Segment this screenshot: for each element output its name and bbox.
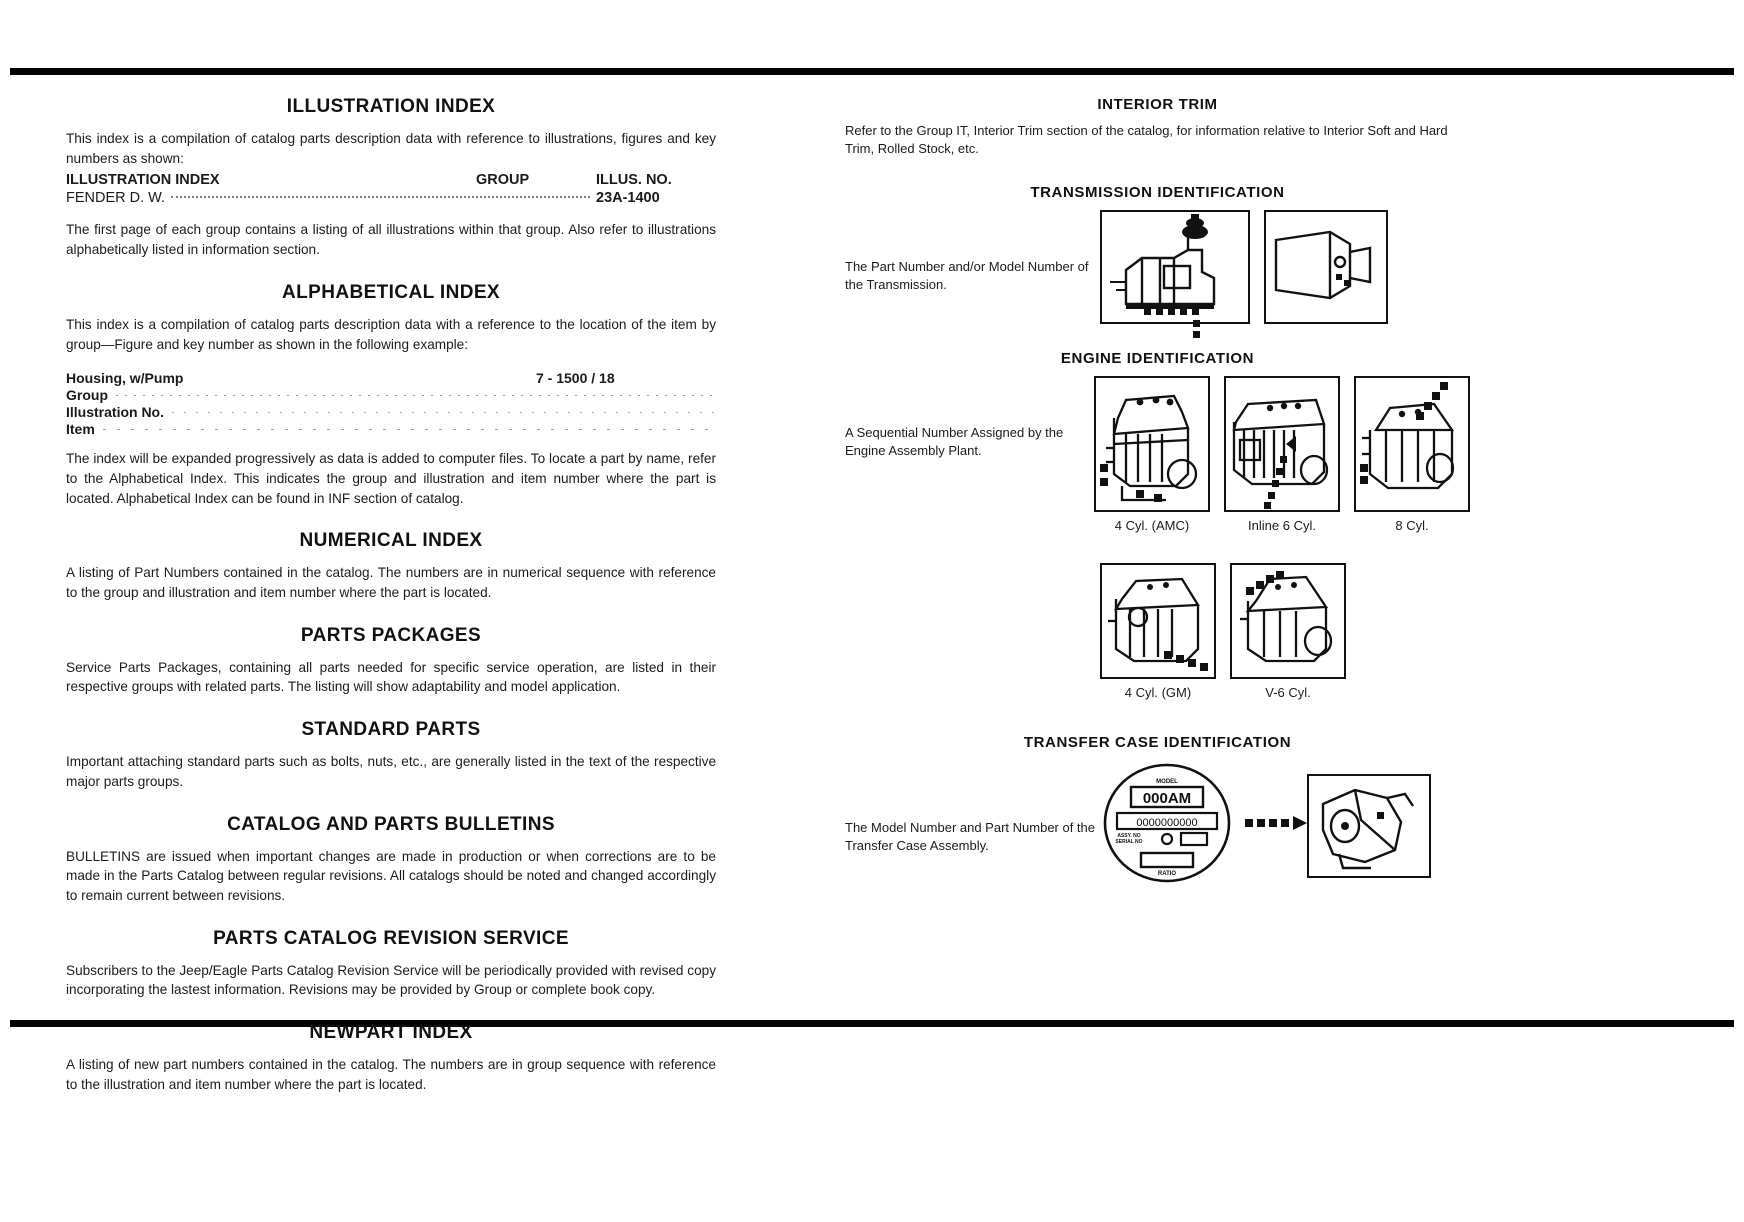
transfer-case-pointer: [1245, 808, 1307, 843]
engine-figure-inline6: [1224, 376, 1340, 533]
engine-row2-caption-2: V-6 Cyl.: [1265, 684, 1311, 700]
engine-figure-4cyl-gm: [1100, 563, 1216, 700]
section-heading: ALPHABETICAL INDEX: [282, 281, 500, 303]
section-newpart-index: [66, 1022, 716, 1094]
example-line-item: Item: [66, 421, 95, 438]
section-engine-identification: [845, 350, 1470, 700]
example-line-illustration: Illustration No.: [66, 404, 164, 421]
transmission-rear-drawing-icon: [1266, 212, 1386, 322]
engine-figure-v6: [1230, 563, 1346, 700]
engine-caption-3: 8 Cyl.: [1395, 517, 1429, 533]
engine-figure-8cyl: [1354, 376, 1470, 533]
transmission-note-cell: [845, 210, 1100, 294]
engine-caption-2: Inline 6 Cyl.: [1248, 517, 1316, 533]
leader-dots: [171, 196, 590, 198]
example-item-label: Housing, w/Pump: [66, 370, 184, 387]
section-heading: STANDARD PARTS: [301, 719, 481, 741]
tag-serial-value: 0000000000: [1136, 816, 1198, 829]
transfer-case-illustration: [1307, 774, 1431, 878]
tag-ratio-label: RATIO: [1157, 870, 1177, 877]
engine-inline6-drawing-icon: [1226, 378, 1338, 510]
engine-4cyl-amc-drawing-icon: [1096, 378, 1208, 510]
example-row-illus: 23A-1400: [596, 190, 660, 207]
transfer-case-drawing-icon: [1309, 776, 1429, 876]
section-heading: TRANSMISSION IDENTIFICATION: [1030, 183, 1285, 201]
transfer-case-figures: [1095, 761, 1431, 891]
section-heading: ILLUSTRATION INDEX: [286, 96, 496, 117]
tag-model-value: 000AM: [1142, 789, 1192, 807]
engine-figures-row-2: [1100, 563, 1470, 700]
transfer-case-note: The Model Number and Part Number of the Transfer Case Assembly.: [845, 819, 1096, 854]
section-body: Important attaching standard parts such as bolts, nuts, etc., are generally listed in the text of the respective major parts groups.: [66, 754, 716, 789]
section-intro: This index is a compilation of catalog parts description data with reference to illustrations, figures and key numbers as shown:: [66, 131, 716, 166]
section-body: A listing of Part Numbers contained in the catalog. The numbers are in numerical sequence with reference to the group and illustration and item number where the part is located.: [66, 565, 716, 601]
leader-dots: [103, 429, 716, 430]
transfer-case-note-cell: [845, 761, 1095, 855]
transmission-illustration-1: [1100, 210, 1250, 324]
page-rule-top: [10, 68, 1734, 75]
section-heading: CATALOG AND PARTS BULLETINS: [227, 813, 555, 835]
leader-dots: [116, 395, 716, 396]
id-tag-icon: [1095, 761, 1245, 886]
example-row-name: FENDER D. W.: [66, 190, 166, 207]
engine-row2-caption-1: 4 Cyl. (GM): [1124, 684, 1192, 700]
dashed-arrow-icon: [845, 320, 1465, 340]
section-body: Subscribers to the Jeep/Eagle Parts Catalog Revision Service will be periodically provided with revised copy incorporating the lastest information. Revisions may be provided by Group or complete book copy.: [66, 962, 716, 998]
engine-figures-row-1: [1094, 376, 1470, 533]
section-heading: TRANSFER CASE IDENTIFICATION: [1023, 733, 1292, 751]
illustration-index-example-row: [66, 190, 716, 206]
section-body: Refer to the Group IT, Interior Trim section of the catalog, for information relative to Interior Soft and Hard Trim, Rolled Stock, etc.: [845, 123, 1448, 156]
section-alphabetical-index: [66, 282, 716, 509]
section-heading: PARTS CATALOG REVISION SERVICE: [213, 927, 569, 949]
example-item-code: 7 - 1500 / 18: [536, 370, 615, 387]
engine-note-cell: [845, 376, 1094, 460]
section-transmission-identification: [845, 184, 1470, 344]
section-outro: The first page of each group contains a listing of all illustrations within that group. Also refer to illustrations alphabetically listed in information section.: [66, 222, 716, 258]
section-heading: NEWPART INDEX: [309, 1022, 473, 1044]
section-heading: INTERIOR TRIM: [1097, 96, 1218, 113]
engine-8cyl-drawing-icon: [1356, 378, 1468, 510]
engine-figure-4cyl-amc: [1094, 376, 1210, 533]
example-col-name: ILLUSTRATION INDEX: [66, 172, 220, 189]
engine-row2-spacer: [845, 563, 1100, 611]
example-line-group: Group: [66, 387, 108, 404]
tag-model-label: MODEL: [1156, 778, 1178, 785]
section-standard-parts: [66, 719, 716, 791]
section-body: A listing of new part numbers contained in the catalog. The numbers are in group sequence with reference to the illustration and item number where the part is located.: [66, 1057, 716, 1092]
section-parts-catalog-revision-service: [66, 928, 716, 1000]
transfer-case-id-tag: [1095, 761, 1245, 891]
tag-serial-label: SERIAL NO: [1115, 838, 1143, 845]
example-col-illus: ILLUS. NO.: [596, 172, 672, 189]
leader-dots: [172, 412, 716, 413]
alphabetical-index-example: [66, 370, 716, 437]
page-body: [0, 96, 1744, 1096]
section-illustration-index: [66, 96, 716, 260]
engine-v6-drawing-icon: [1232, 565, 1344, 677]
section-parts-packages: [66, 625, 716, 697]
section-body: BULLETINS are issued when important changes are made in production or when corrections are to be made in the Parts Catalog between regular revisions. All catalogs should be noted and changed accordingly to remain current between revisions.: [66, 848, 716, 903]
engine-caption-1: 4 Cyl. (AMC): [1114, 517, 1190, 533]
section-catalog-and-parts-bulletins: [66, 814, 716, 906]
dashed-arrow-icon: [1245, 808, 1307, 838]
example-col-group: GROUP: [476, 172, 530, 189]
transmission-pointer: [845, 324, 1470, 344]
transmission-illustration-2: [1264, 210, 1388, 324]
engine-4cyl-gm-drawing-icon: [1102, 565, 1214, 677]
section-intro: This index is a compilation of catalog parts description data with a reference to the location of the item by group—Figure and key number as shown in the following example:: [66, 316, 716, 352]
illustration-index-example-header: [66, 172, 716, 188]
transmission-note: The Part Number and/or Model Number of the Transmission.: [845, 258, 1089, 293]
tag-assy-label: ASSY. NO: [1117, 832, 1141, 839]
left-column: [66, 96, 716, 1094]
transmission-drawing-icon: [1102, 212, 1248, 322]
section-numerical-index: [66, 530, 716, 602]
section-heading: ENGINE IDENTIFICATION: [1060, 349, 1255, 367]
transmission-figures: [1100, 210, 1470, 324]
section-interior-trim: [845, 96, 1470, 158]
section-body: Service Parts Packages, containing all parts needed for specific service operation, are listed in their respective groups with related parts. The listing will show adaptability and model application.: [66, 659, 716, 695]
section-transfer-case-identification: [845, 734, 1470, 891]
right-column: [845, 96, 1470, 891]
section-heading: NUMERICAL INDEX: [299, 530, 483, 552]
engine-note: A Sequential Number Assigned by the Engine Assembly Plant.: [845, 424, 1064, 459]
section-outro: The index will be expanded progressively as data is added to computer files. To locate a part by name, refer to the Alphabetical Index. This indicates the group and illustration and item number where the part is located. Alphabetical Index can be found in INF section of catalog.: [66, 451, 716, 506]
section-heading: PARTS PACKAGES: [300, 624, 482, 646]
